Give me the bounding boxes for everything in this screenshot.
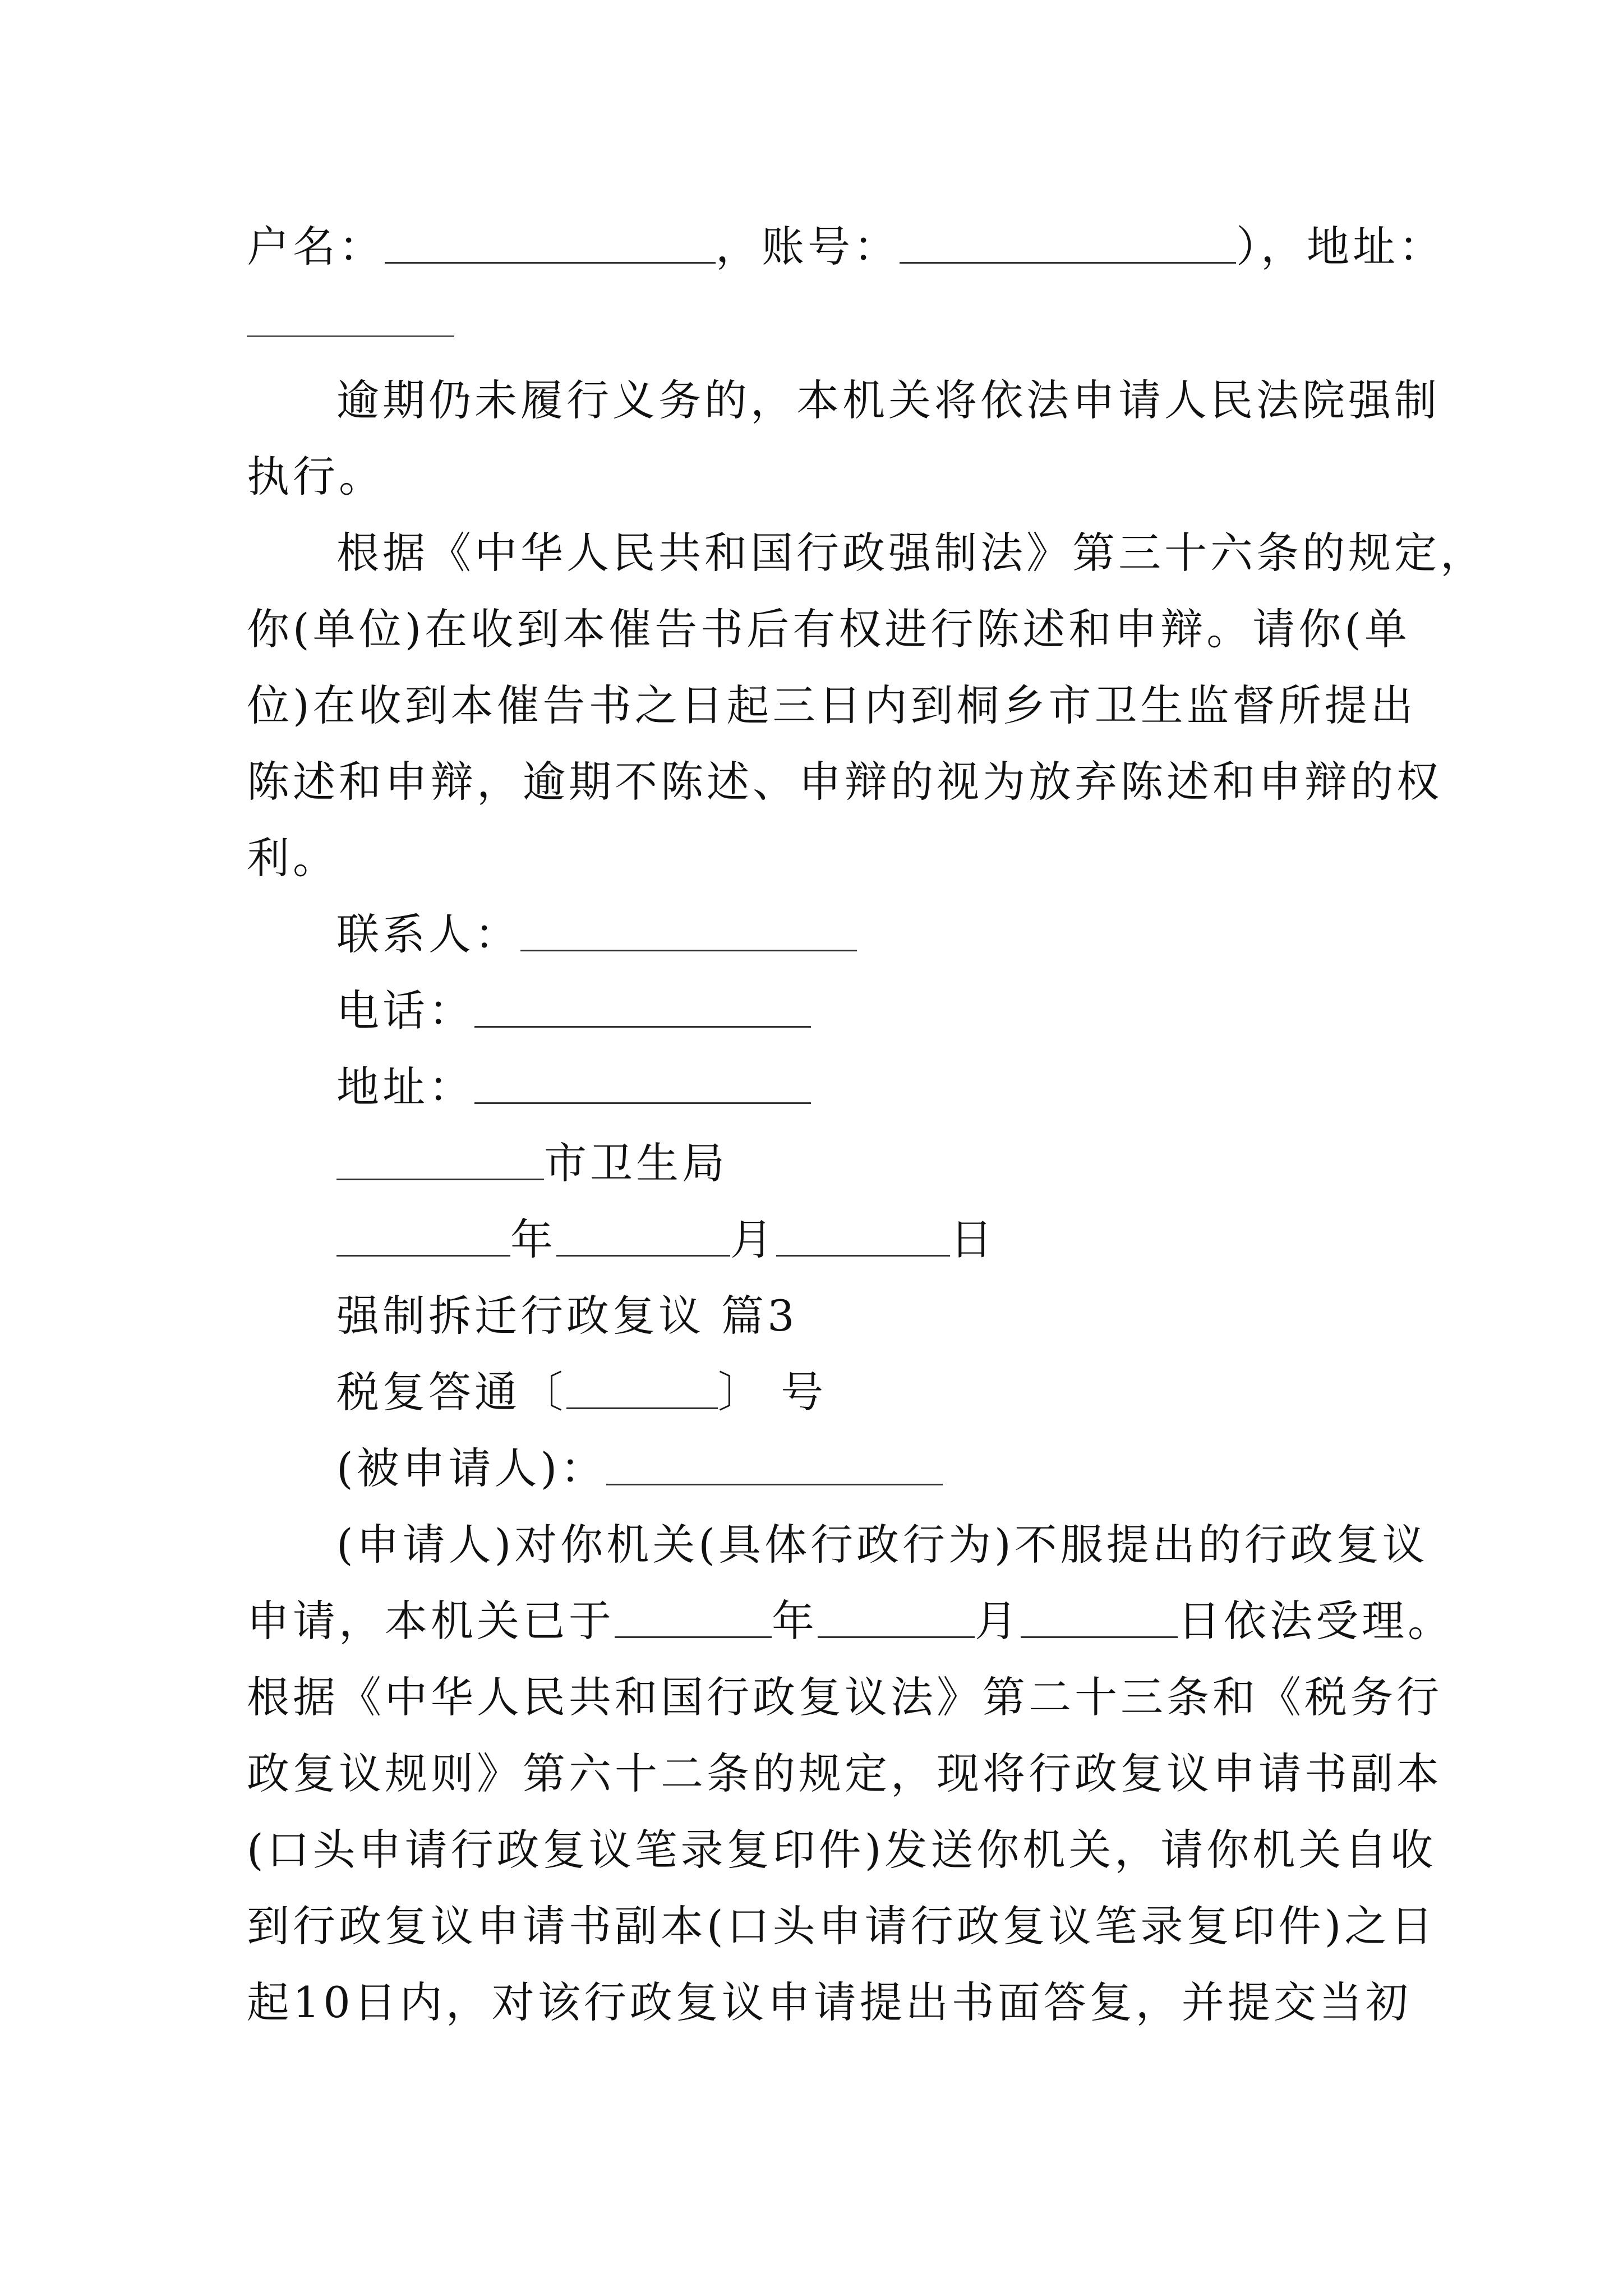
acceptance-year-label: 年 <box>772 1596 818 1646</box>
phone-label: 电话： <box>336 986 474 1036</box>
review-paragraph-line-2 <box>247 1583 1454 1659</box>
review-paragraph-line-5: (口头申请行政复议笔录复印件)发送你机关，请你机关自收 <box>247 1825 1437 1875</box>
respondent-blank <box>606 1484 943 1485</box>
contact-person-line <box>336 896 1391 973</box>
review-paragraph-line-4: 政复议规则》第六十二条的规定，现将行政复议申请书副本 <box>247 1749 1442 1798</box>
year-blank <box>336 1255 510 1257</box>
acceptance-month-label: 月 <box>975 1596 1021 1646</box>
reference-suffix: 〕 号 <box>718 1367 827 1417</box>
rights-paragraph-line-5: 利。 <box>247 833 339 883</box>
respondent-label: (被申请人)： <box>336 1443 607 1493</box>
respondent-line <box>336 1430 1391 1507</box>
day-label: 日 <box>950 1214 996 1264</box>
reference-prefix: 税复答通〔 <box>336 1367 566 1417</box>
enforcement-paragraph-line-1: 逾期仍未履行义务的，本机关将依法申请人民法院强制 <box>336 375 1440 425</box>
account-number-blank <box>900 262 1236 264</box>
acceptance-day-blank <box>1021 1636 1178 1638</box>
address-label: 地址： <box>336 1062 474 1112</box>
section-title: 强制拆迁行政复议 篇3 <box>336 1291 798 1341</box>
reference-number-line <box>336 1354 1391 1430</box>
review-paragraph-line-6: 到行政复议申请书副本(口头申请行政复议笔录复印件)之日 <box>247 1901 1437 1951</box>
account-number-label: ，账号： <box>716 222 900 272</box>
month-blank <box>556 1255 730 1257</box>
review-paragraph-line-1: (申请人)对你机关(具体行政行为)不服提出的行政复议 <box>336 1520 1428 1570</box>
address-blank <box>247 335 454 337</box>
day-blank <box>776 1255 950 1257</box>
acceptance-month-blank <box>818 1636 975 1638</box>
account-name-label: 户名： <box>247 222 385 272</box>
address-label-inline: ），地址： <box>1236 222 1445 272</box>
review-paragraph-line-3: 根据《中华人民共和国行政复议法》第二十三条和《税务行 <box>247 1672 1442 1722</box>
city-blank <box>336 1179 544 1180</box>
account-info-line <box>247 209 1445 285</box>
enforcement-paragraph-line-2: 执行。 <box>247 452 385 501</box>
contact-person-label: 联系人： <box>336 909 520 959</box>
rights-paragraph-line-3: 位)在收到本催告书之日起三日内到桐乡市卫生监督所提出 <box>247 680 1417 730</box>
month-label: 月 <box>730 1214 776 1264</box>
account-name-blank <box>385 262 716 264</box>
rights-paragraph-line-4: 陈述和申辩，逾期不陈述、申辩的视为放弃陈述和申辩的权 <box>247 757 1442 807</box>
acceptance-year-blank <box>615 1636 772 1638</box>
bureau-name: 市卫生局 <box>544 1138 728 1188</box>
acceptance-day-label: 日依法受理。 <box>1178 1596 1454 1646</box>
bureau-line <box>336 1125 1391 1202</box>
phone-blank <box>474 1026 811 1028</box>
acceptance-text: 申请，本机关已于 <box>247 1596 615 1646</box>
review-paragraph-line-7: 起10日内，对该行政复议申请提出书面答复，并提交当初 <box>247 1977 1412 2027</box>
contact-person-blank <box>520 950 857 951</box>
year-label: 年 <box>510 1214 556 1264</box>
rights-paragraph-line-2: 你(单位)在收到本催告书后有权进行陈述和申辩。请你(单 <box>247 604 1410 654</box>
phone-line <box>336 973 1391 1049</box>
reference-blank <box>566 1407 718 1409</box>
address-line <box>336 1049 1391 1125</box>
address-line-blank <box>474 1102 811 1104</box>
rights-paragraph-line-1: 根据《中华人民共和国行政强制法》第三十六条的规定， <box>336 528 1486 578</box>
date-line <box>336 1202 1391 1278</box>
